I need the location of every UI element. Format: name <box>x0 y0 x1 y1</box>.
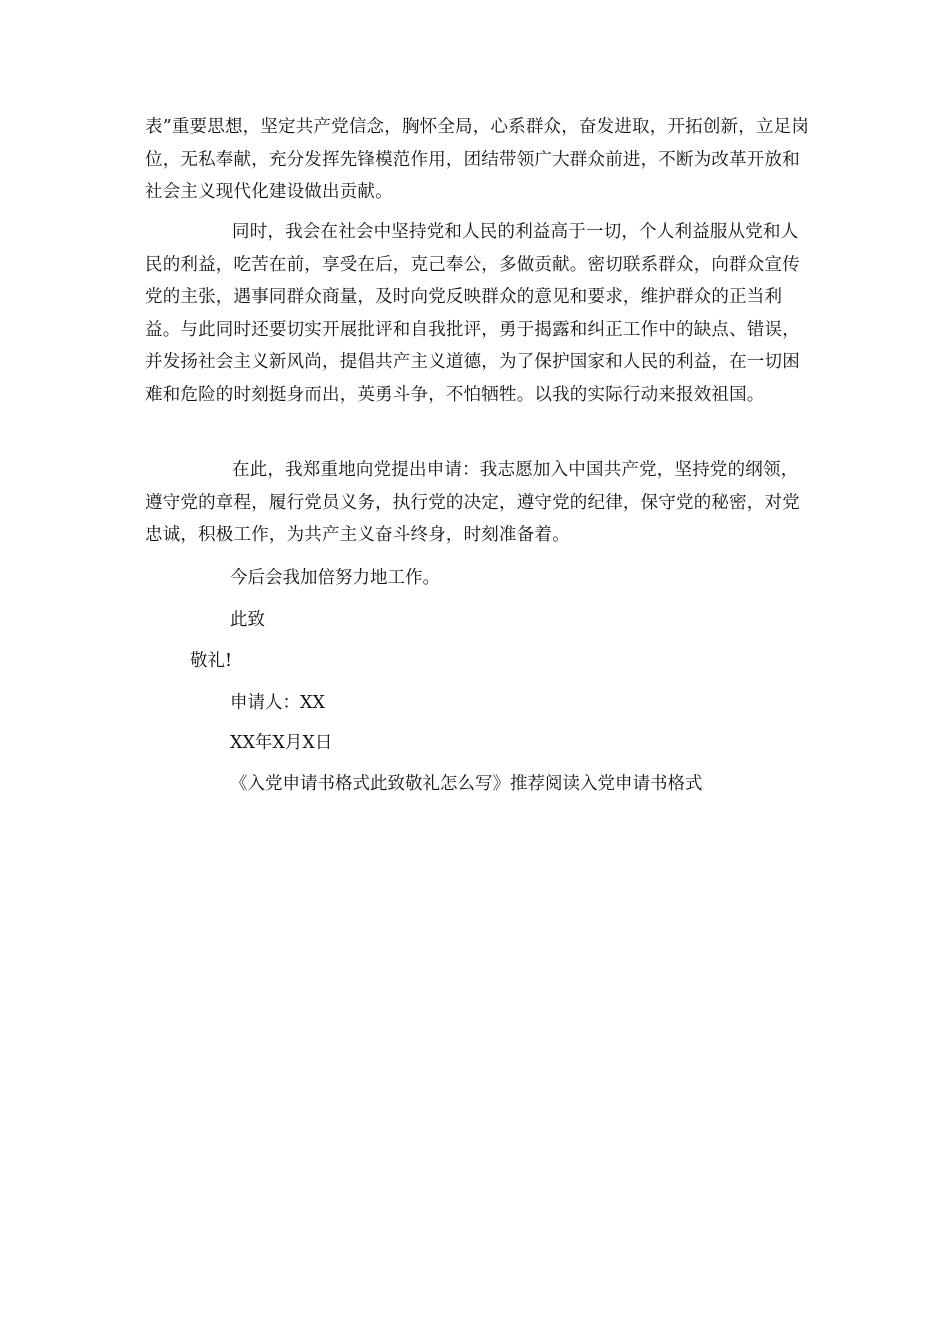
application-date: XX年X月X日 <box>230 733 333 753</box>
closing-line: 今后会我加倍努力地工作。 <box>230 568 440 588</box>
paragraph-pledge-continuation: 表”重要思想，坚定共产党信念，胸怀全局，心系群众，奋发进取，开拓创新，立足岗位，无私奉献，充分发挥先锋模范作用，团结带领广大群众前进，不断为改革开放和社会主义现代化建设做出贡献。 <box>145 117 810 203</box>
salutation-cizhi: 此致 <box>230 610 265 630</box>
salutation-jingli: 敬礼! <box>190 651 233 671</box>
recommended-reading-note: 《入党申请书格式此致敬礼怎么写》推荐阅读入党申请书格式 <box>230 774 703 794</box>
applicant-signature: 申请人：XX <box>230 693 325 713</box>
paragraph-commitment: 同时，我会在社会中坚持党和人民的利益高于一切，个人利益服从党和人民的利益，吃苦在前，享受在后，克己奉公，多做贡献。密切联系群众，向群众宣传党的主张，遇事同群众商量，及时向党反映群众的意见和要求，维护群众的正当利益。与此同时还要切实开展批评和自我批评，勇于揭露和纠正工作中的缺点、错误，并发扬社会主义新风尚，提倡共产主义道德，为了保护国家和人民的利益，在一切困难和危险的时刻挺身而出，英勇斗争，不怕牺牲。以我的实际行动来报效祖国。 <box>145 222 800 405</box>
paragraph-application: 在此，我郑重地向党提出申请：我志愿加入中国共产党，坚持党的纲领，遵守党的章程，履行党员义务，执行党的决定，遵守党的纪律，保守党的秘密，对党忠诚，积极工作，为共产主义奋斗终身，时刻准备着。 <box>145 460 800 546</box>
